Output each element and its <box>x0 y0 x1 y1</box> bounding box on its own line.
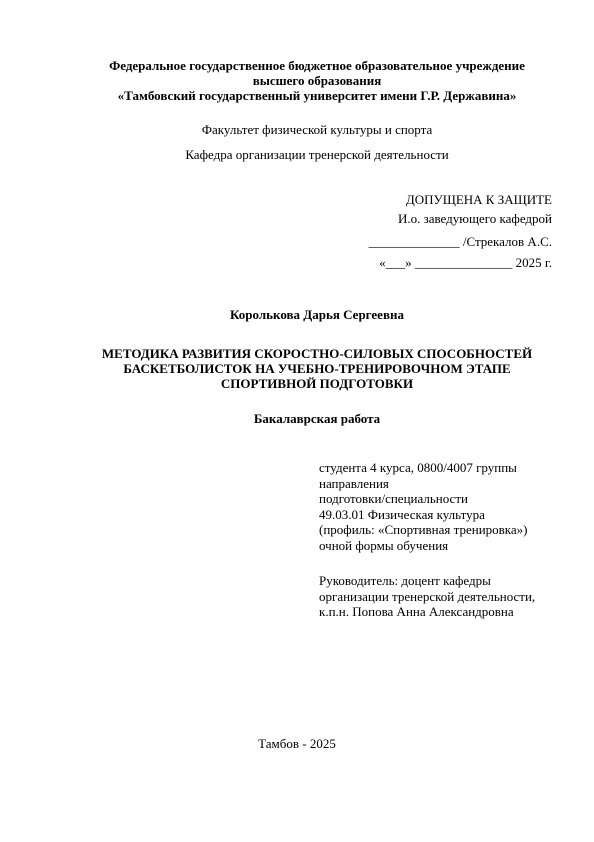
department-name <box>60 147 574 162</box>
work-type-text: Бакалаврская работа <box>253 411 381 426</box>
institution-line-2: высшего образования <box>252 73 382 88</box>
thesis-title-line-2: БАСКЕТБОЛИСТОК НА УЧЕБНО-ТРЕНИРОВОЧНОМ ЭТАПЕ <box>123 361 511 376</box>
thesis-title <box>60 346 574 391</box>
supervisor-line-3: к.п.н. Попова Анна Александровна <box>319 604 514 619</box>
department-text: Кафедра организации тренерской деятельности <box>185 147 449 162</box>
faculty-text: Факультет физической культуры и спорта <box>201 122 433 137</box>
approval-signature-line: ______________ /Стрекалов А.С. <box>368 234 552 249</box>
footer-city-year <box>0 736 594 751</box>
student-info-line-2: направления <box>319 475 389 491</box>
faculty-name <box>60 122 574 137</box>
student-info-line-4: 49.03.01 Физическая культура <box>319 506 485 522</box>
supervisor-line-1: Руководитель: доцент кафедры <box>319 573 491 588</box>
student-info-line-3: подготовки/специальности <box>319 491 468 506</box>
thesis-title-line-1: МЕТОДИКА РАЗВИТИЯ СКОРОСТНО-СИЛОВЫХ СПОСОБНОСТЕЙ <box>101 346 533 361</box>
author-name <box>60 307 574 322</box>
approval-block <box>369 190 552 273</box>
student-info-line-6: очной формы обучения <box>319 537 449 553</box>
student-info-line-5: (профиль: «Спортивная тренировка») <box>319 522 528 537</box>
footer-text: Тамбов - 2025 <box>258 736 336 751</box>
author-name-text: Королькова Дарья Сергеевна <box>230 307 404 322</box>
approval-title: ДОПУЩЕНА К ЗАЩИТЕ <box>405 192 552 207</box>
student-info-line-1: студента 4 курса, 0800/4007 группы <box>319 460 517 475</box>
approval-role: И.о. заведующего кафедрой <box>397 211 552 226</box>
supervisor-info <box>319 573 569 620</box>
approval-date-line: «___» _______________ 2025 г. <box>379 255 552 270</box>
student-info <box>319 460 569 553</box>
supervisor-line-2: организации тренерской деятельности, <box>319 588 536 604</box>
thesis-title-line-3: СПОРТИВНОЙ ПОДГОТОВКИ <box>220 376 414 391</box>
institution-header <box>60 58 574 103</box>
work-type <box>60 411 574 426</box>
institution-line-3: «Тамбовский государственный университет имени Г.Р. Державина» <box>117 88 517 103</box>
institution-line-1: Федеральное государственное бюджетное образовательное учреждение <box>109 58 525 73</box>
